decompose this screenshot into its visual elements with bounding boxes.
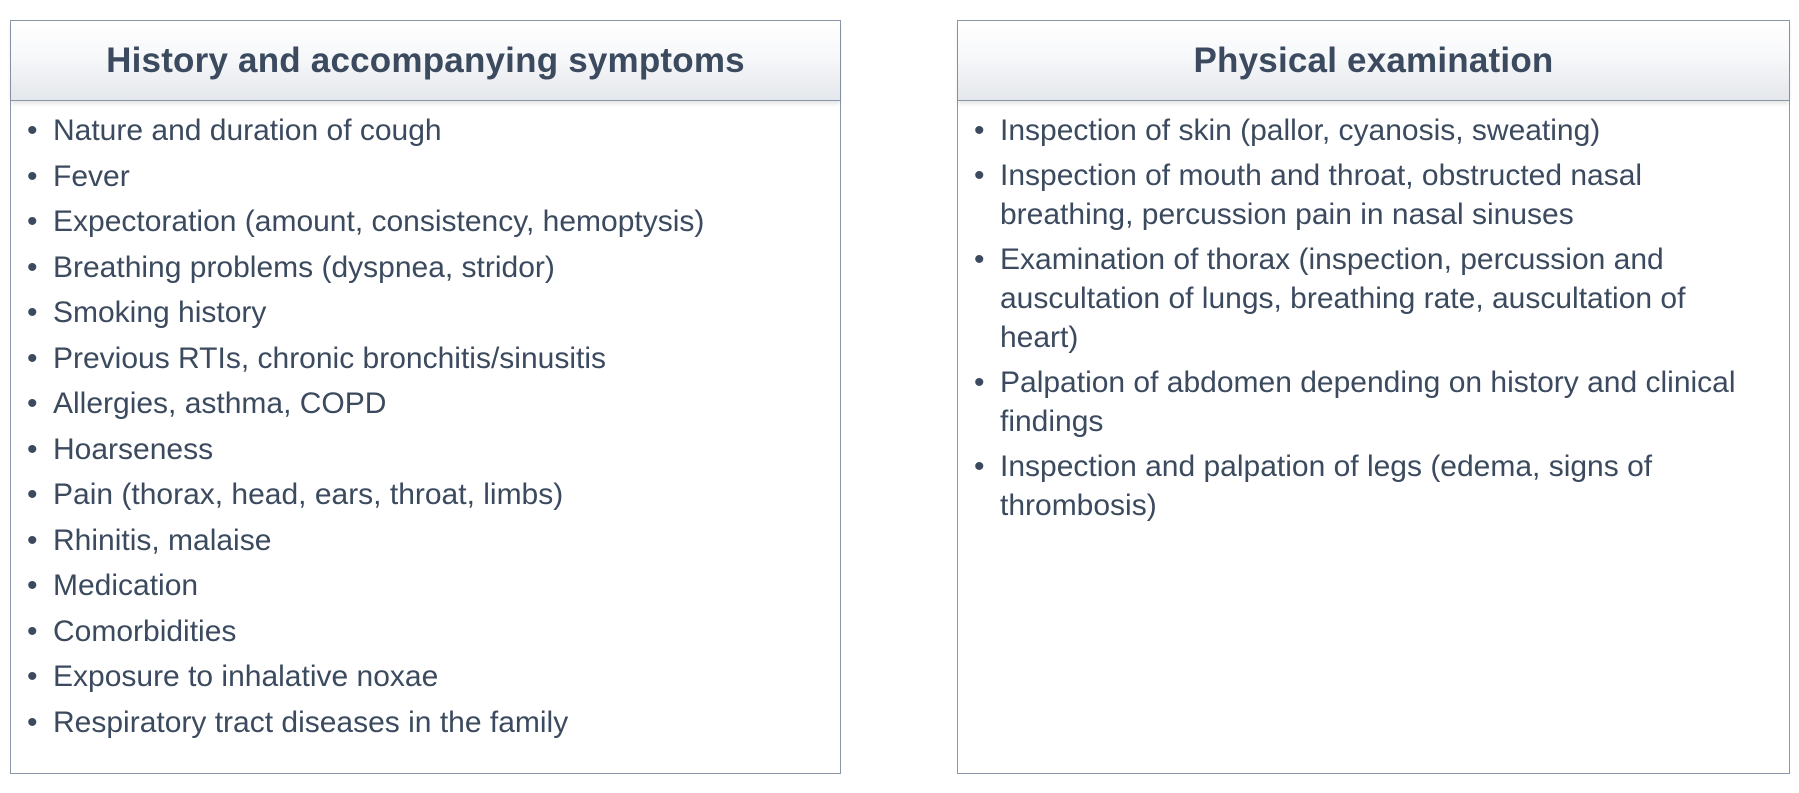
history-list <box>11 101 840 742</box>
history-panel <box>10 20 841 774</box>
list-item: • Expectoration (amount, consistency, hemoptysis) <box>27 202 820 241</box>
physical-exam-list <box>958 101 1789 525</box>
list-item: • Fever <box>27 157 820 196</box>
list-item: • Medication <box>27 566 820 605</box>
bullet-icon: • <box>27 705 38 739</box>
bullet-icon: • <box>27 205 38 238</box>
list-item: • Examination of thorax (inspection, percussion and auscultation of lungs, breathing rate, auscultation of heart) <box>974 240 1769 357</box>
list-item: • Smoking history <box>27 293 820 332</box>
history-panel-title: History and accompanying symptoms <box>106 40 745 80</box>
list-item: • Previous RTIs, chronic bronchitis/sinusitis <box>27 339 820 378</box>
bullet-icon: • <box>27 614 38 648</box>
list-item: • Exposure to inhalative noxae <box>27 657 820 696</box>
bullet-icon: • <box>27 660 38 693</box>
bullet-icon: • <box>27 250 38 284</box>
list-item: • Hoarseness <box>27 430 820 469</box>
history-panel-header <box>11 21 840 101</box>
physical-exam-panel-title: Physical examination <box>1193 40 1554 80</box>
list-item: • Rhinitis, malaise <box>27 521 820 560</box>
bullet-icon: • <box>974 114 985 147</box>
list-item: • Inspection of skin (pallor, cyanosis, sweating) <box>974 111 1769 150</box>
bullet-icon: • <box>27 341 38 375</box>
list-item: • Respiratory tract diseases in the family <box>27 703 820 742</box>
list-item: • Inspection and palpation of legs (edema, signs of thrombosis) <box>974 447 1769 525</box>
list-item: • Comorbidities <box>27 612 820 651</box>
bullet-icon: • <box>27 296 38 329</box>
list-item: • Pain (thorax, head, ears, throat, limbs) <box>27 475 820 514</box>
list-item: • Breathing problems (dyspnea, stridor) <box>27 248 820 287</box>
bullet-icon: • <box>27 569 38 602</box>
list-item: • Palpation of abdomen depending on history and clinical findings <box>974 363 1769 441</box>
bullet-icon: • <box>27 159 38 193</box>
bullet-icon: • <box>974 159 985 192</box>
list-item: • Allergies, asthma, COPD <box>27 384 820 423</box>
physical-exam-panel-header <box>958 21 1789 101</box>
bullet-icon: • <box>27 114 38 147</box>
bullet-icon: • <box>974 450 985 483</box>
list-item: • Inspection of mouth and throat, obstructed nasal breathing, percussion pain in nasal sinuses <box>974 156 1769 234</box>
bullet-icon: • <box>27 523 38 557</box>
bullet-icon: • <box>974 366 985 399</box>
list-item: • Nature and duration of cough <box>27 111 820 150</box>
physical-exam-panel <box>957 20 1790 774</box>
bullet-icon: • <box>27 478 38 511</box>
bullet-icon: • <box>27 387 38 420</box>
bullet-icon: • <box>974 243 985 276</box>
bullet-icon: • <box>27 432 38 466</box>
